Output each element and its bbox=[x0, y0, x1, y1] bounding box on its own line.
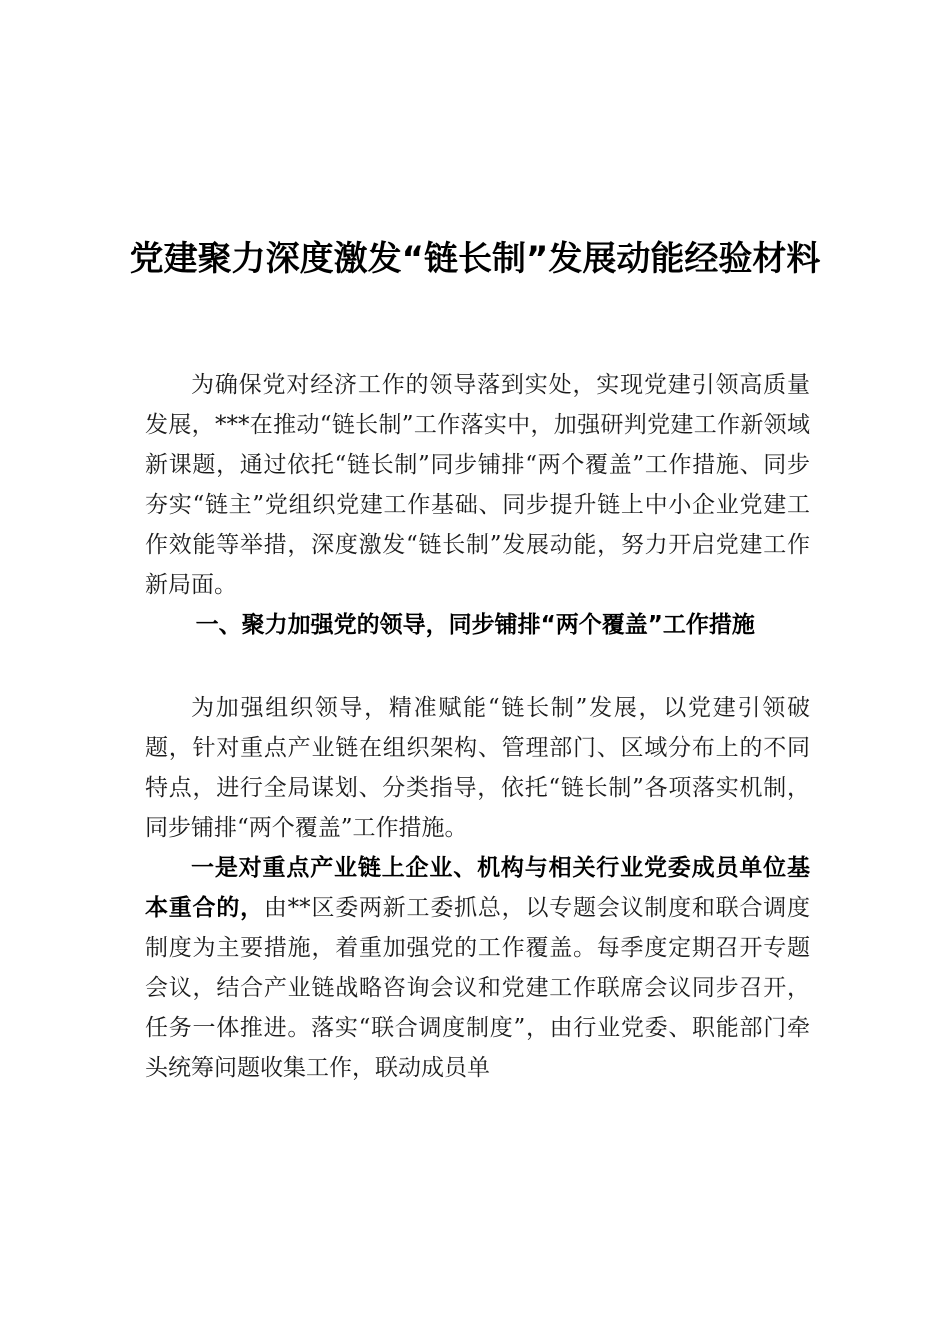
point-1-body: 由**区委两新工委抓总，以专题会议制度和联合调度制度为主要措施，着重加强党的工作覆盖。每季度定期召开专题会议，结合产业链战略咨询会议和党建工作联席会议同步召开，任务一体推进。落实“联合调度制度”，由行业党委、职能部门牵头统筹问题收集工作，联动成员单 bbox=[145, 895, 811, 1081]
section-1-heading: 一、聚力加强党的领导，同步铺排“两个覆盖”工作措施 bbox=[195, 612, 755, 638]
point-1-paragraph bbox=[145, 848, 810, 1088]
intro-paragraph: 为确保党对经济工作的领导落到实处，实现党建引领高质量发展，***在推动“链长制”工作落实中，加强研判党建工作新领域新课题，通过依托“链长制”同步铺排“两个覆盖”工作措施、同步夯实“链主”党组织党建工作基础、同步提升链上中小企业党建工作效能等举措，深度激发“链长制”发展动能，努力开启党建工作新局面。 bbox=[145, 372, 810, 598]
point-1-lead: 一是对重点产业链上企业、机构与相关行业党委成员单位基本重合的， bbox=[145, 855, 810, 921]
section-1-paragraph: 为加强组织领导，精准赋能“链长制”发展，以党建引领破题，针对重点产业链在组织架构、管理部门、区域分布上的不同特点，进行全局谋划、分类指导，依托“链长制”各项落实机制，同步铺排“两个覆盖”工作措施。 bbox=[145, 695, 810, 841]
document-title: 党建聚力深度激发“链长制”发展动能经验材料 bbox=[129, 239, 821, 279]
